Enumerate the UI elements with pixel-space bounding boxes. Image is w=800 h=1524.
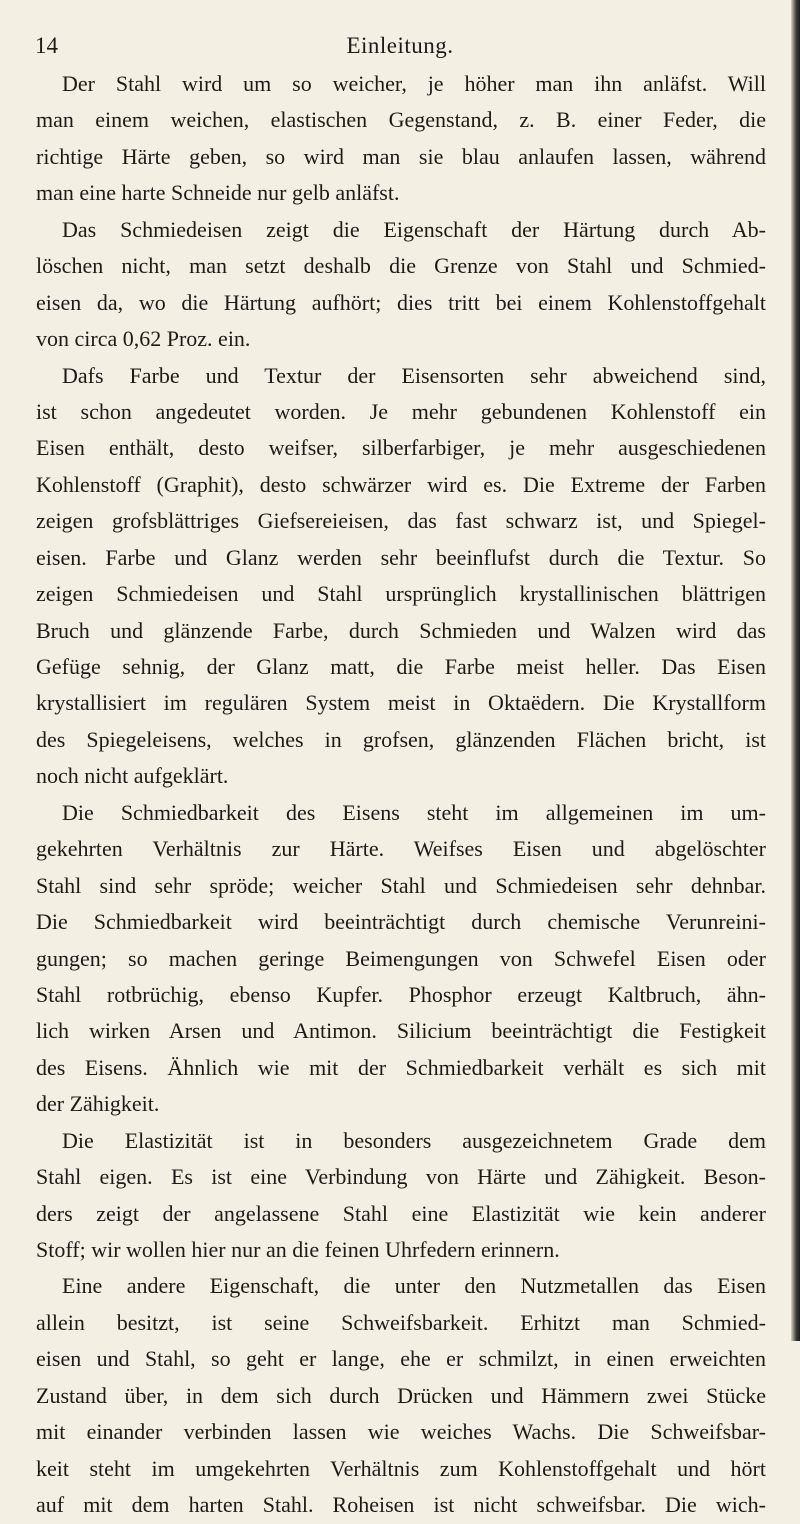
text-line: Stahl sind sehr spröde; weicher Stahl und Schmiedeisen sehr dehnbar. [36, 872, 766, 898]
text-line: Stahl eigen. Es ist eine Verbindung von Härte und Zähigkeit. Beson- [36, 1164, 766, 1190]
text-line: der Zähigkeit. [36, 1091, 160, 1117]
text-line: Eisen enthält, desto weifser, silberfarbiger, je mehr ausgeschiedenen [36, 435, 766, 461]
running-head: Einleitung. [346, 33, 454, 58]
text-line: allein besitzt, ist seine Schweifsbarkeit. Erhitzt man Schmied- [36, 1309, 766, 1335]
text-line: Kohlenstoff (Graphit), desto schwärzer wird es. Die Extreme der Farben [36, 471, 766, 497]
text-line: krystallisiert im regulären System meist in Oktaëdern. Die Krystallform [36, 690, 766, 716]
text-line: Die Elastizität ist in besonders ausgezeichnetem Grade dem [62, 1127, 766, 1153]
text-line: zeigen Schmiedeisen und Stahl ursprünglich krystallinischen blättrigen [36, 581, 766, 607]
text-line: man eine harte Schneide nur gelb anläfst. [36, 180, 400, 206]
text-line: eisen da, wo die Härtung aufhört; dies tritt bei einem Kohlenstoffgehalt [36, 289, 766, 315]
text-line: Bruch und glänzende Farbe, durch Schmieden und Walzen wird das [36, 617, 766, 643]
text-line: löschen nicht, man setzt deshalb die Grenze von Stahl und Schmied- [36, 253, 766, 279]
text-line: ist schon angedeutet worden. Je mehr gebundenen Kohlenstoff ein [36, 398, 766, 424]
text-line: Stoff; wir wollen hier nur an die feinen Uhrfedern erinnern. [36, 1237, 560, 1262]
text-line: gungen; so machen geringe Beimengungen von Schwefel Eisen oder [36, 945, 766, 971]
text-line: Gefüge sehnig, der Glanz matt, die Farbe meist heller. Das Eisen [36, 654, 766, 679]
text-line: man einem weichen, elastischen Gegenstand, z. B. einer Feder, die [36, 107, 766, 133]
text-line: Stahl rotbrüchig, ebenso Kupfer. Phosphor erzeugt Kaltbruch, ähn- [36, 981, 766, 1007]
text-line: des Eisens. Ähnlich wie mit der Schmiedbarkeit verhält es sich mit [36, 1054, 766, 1080]
text-line: auf mit dem harten Stahl. Roheisen ist nicht schweifsbar. Die wich- [36, 1492, 766, 1518]
page-header [35, 28, 765, 64]
text-line: von circa 0,62 Proz. ein. [36, 326, 251, 352]
text-line: des Spiegeleisens, welches in grofsen, glänzenden Flächen bricht, ist [36, 726, 766, 752]
paragraph [36, 212, 766, 358]
text-line: richtige Härte geben, so wird man sie blau anlaufen lassen, während [36, 143, 766, 169]
paragraph [36, 1268, 766, 1523]
text-line: gekehrten Verhältnis zur Härte. Weifses Eisen und abgelöschter [36, 836, 766, 862]
page-number: 14 [35, 33, 58, 58]
text-line: Das Schmiedeisen zeigt die Eigenschaft der Härtung durch Ab- [62, 216, 766, 242]
text-line: Zustand über, in dem sich durch Drücken und Hämmern zwei Stücke [36, 1382, 766, 1408]
text-line: keit steht im umgekehrten Verhältnis zum Kohlenstoffgehalt und hört [36, 1455, 766, 1481]
text-line: Dafs Farbe und Textur der Eisensorten sehr abweichend sind, [62, 362, 766, 388]
paragraph [36, 358, 766, 795]
page-edge-shadow [791, 0, 800, 1341]
text-line: eisen und Stahl, so geht er lange, ehe er schmilzt, in einen erweichten [36, 1346, 766, 1372]
text-line: Die Schmiedbarkeit des Eisens steht im allgemeinen im um- [62, 799, 766, 825]
text-line: eisen. Farbe und Glanz werden sehr beeinflufst durch die Textur. So [36, 544, 766, 570]
text-line: ders zeigt der angelassene Stahl eine Elastizität wie kein anderer [36, 1200, 766, 1226]
paragraph [36, 795, 766, 1123]
text-line: noch nicht aufgeklärt. [36, 763, 229, 789]
body-text [36, 66, 766, 1524]
text-line: Der Stahl wird um so weicher, je höher man ihn anläfst. Will [62, 71, 766, 96]
text-line: lich wirken Arsen und Antimon. Silicium beeinträchtigt die Festigkeit [36, 1018, 766, 1044]
text-line: Eine andere Eigenschaft, die unter den Nutzmetallen das Eisen [62, 1273, 766, 1299]
paragraph [36, 1123, 766, 1269]
text-line: mit einander verbinden lassen wie weiches Wachs. Die Schweifsbar- [36, 1419, 766, 1445]
text-line: zeigen grofsblättriges Giefsereieisen, das fast schwarz ist, und Spiegel- [36, 508, 766, 534]
paragraph [36, 66, 766, 212]
text-line: Die Schmiedbarkeit wird beeinträchtigt durch chemische Verunreini- [36, 909, 766, 935]
